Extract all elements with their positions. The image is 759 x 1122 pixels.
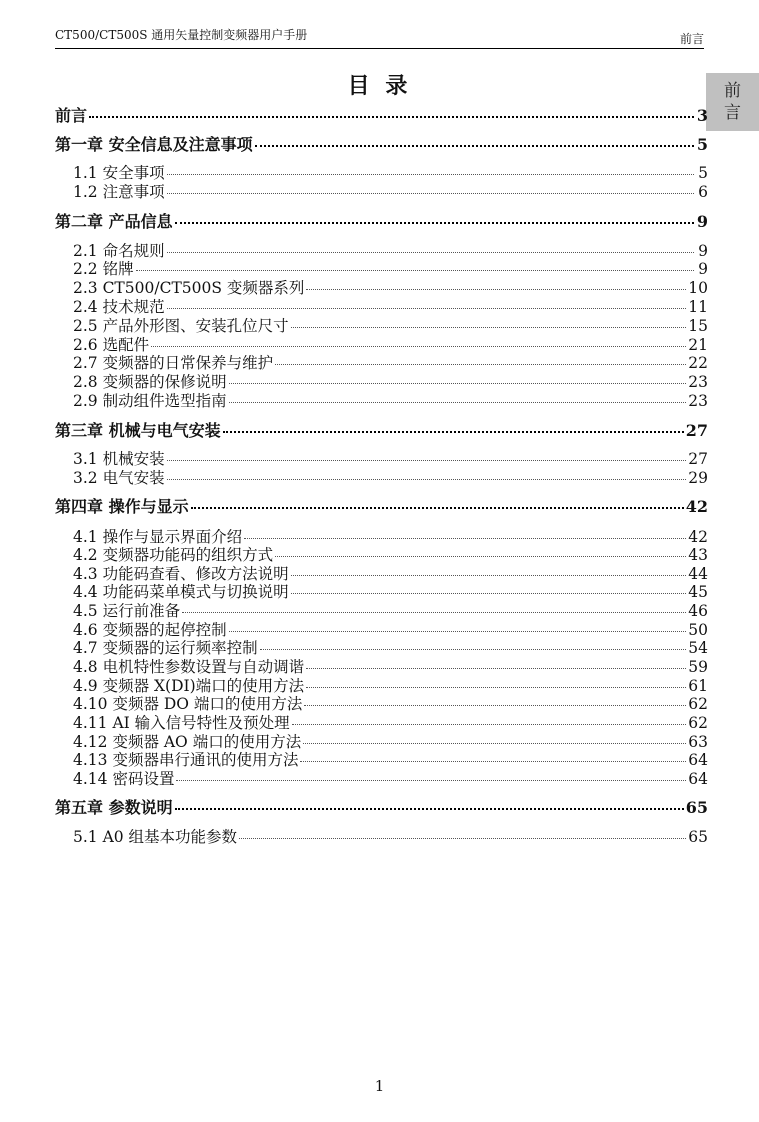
toc-entry-page: 46 — [688, 602, 708, 620]
toc-entry-page: 29 — [688, 469, 708, 487]
toc-entry-page: 21 — [688, 336, 708, 354]
toc-entry-page: 27 — [688, 450, 708, 468]
toc-title: 目 录 — [347, 73, 412, 99]
toc-section-entry[interactable] — [55, 638, 708, 658]
dot-leader — [244, 538, 686, 539]
toc-chapter-entry[interactable] — [55, 798, 708, 818]
toc-section-entry[interactable] — [55, 391, 708, 411]
toc-section-entry[interactable] — [55, 545, 708, 565]
toc-chapter-entry[interactable] — [55, 497, 708, 517]
toc-section-entry[interactable] — [55, 297, 708, 317]
toc-entry-page: 23 — [688, 373, 708, 391]
toc-entry-page: 9 — [698, 260, 708, 278]
dot-leader — [275, 556, 686, 557]
toc-entry-page: 5 — [698, 164, 708, 182]
toc-entry-page: 61 — [688, 677, 708, 695]
toc-entry-title: 4.4 功能码菜单模式与切换说明 — [73, 583, 289, 601]
toc-entry-page: 42 — [688, 528, 708, 546]
section-name: 前言 — [679, 32, 704, 46]
toc-entry-title: 4.13 变频器串行通讯的使用方法 — [73, 751, 299, 769]
toc-entry-title: 2.3 CT500/CT500S 变频器系列 — [73, 279, 305, 297]
toc-section-entry[interactable] — [55, 582, 708, 602]
toc-entry-page: 50 — [688, 621, 708, 639]
toc-entry-page: 6 — [698, 183, 708, 201]
toc-entry-page: 59 — [688, 658, 708, 676]
dot-leader — [167, 460, 687, 461]
dot-leader — [223, 431, 684, 433]
dot-leader — [191, 507, 684, 509]
toc-entry-title: 5.1 A0 组基本功能参数 — [73, 828, 238, 846]
toc-entry-page: 3 — [696, 106, 708, 125]
toc-entry-page: 15 — [688, 317, 708, 335]
dot-leader — [306, 289, 686, 290]
toc-entry-title: 4.5 运行前准备 — [73, 602, 181, 620]
toc-section-entry[interactable] — [55, 241, 708, 261]
toc-entry-page: 45 — [688, 583, 708, 601]
toc-entry-page: 44 — [688, 565, 708, 583]
dot-leader — [89, 116, 694, 118]
dot-leader — [175, 808, 684, 810]
toc-entry-title: 第五章 参数说明 — [55, 798, 173, 817]
toc-chapter-entry[interactable] — [55, 135, 708, 155]
dot-leader — [291, 575, 687, 576]
toc-entry-title: 4.2 变频器功能码的组织方式 — [73, 546, 274, 564]
toc-entry-page: 54 — [688, 639, 708, 657]
toc-entry-title: 2.2 铭牌 — [73, 260, 134, 278]
toc-section-entry[interactable] — [55, 353, 708, 373]
toc-section-entry[interactable] — [55, 769, 708, 789]
toc-entry-title: 2.6 选配件 — [73, 336, 150, 354]
toc-entry-title: 2.5 产品外形图、安装孔位尺寸 — [73, 317, 289, 335]
toc-entry-page: 64 — [688, 751, 708, 769]
toc-entry-title: 4.9 变频器 X(DI)端口的使用方法 — [73, 677, 305, 695]
toc-entry-title: 2.9 制动组件选型指南 — [73, 392, 227, 410]
toc-section-entry[interactable] — [55, 657, 708, 677]
toc-section-entry[interactable] — [55, 827, 708, 847]
toc-section-entry[interactable] — [55, 468, 708, 488]
dot-leader — [167, 193, 694, 194]
toc-entry-page: 65 — [685, 798, 708, 817]
toc-entry-title: 4.11 AI 输入信号特性及预处理 — [73, 714, 290, 732]
toc-section-entry[interactable] — [55, 713, 708, 733]
toc-section-entry[interactable] — [55, 564, 708, 584]
dot-leader — [275, 364, 686, 365]
dot-leader — [229, 631, 687, 632]
dot-leader — [306, 687, 686, 688]
toc-entry-title: 4.8 电机特性参数设置与自动调谐 — [73, 658, 305, 676]
toc-entry-page: 62 — [688, 714, 708, 732]
toc-entry-title: 2.7 变频器的日常保养与维护 — [73, 354, 274, 372]
toc-section-entry[interactable] — [55, 527, 708, 547]
toc-section-entry[interactable] — [55, 163, 708, 183]
dot-leader — [300, 761, 686, 762]
toc-entry-title: 2.4 技术规范 — [73, 298, 165, 316]
toc-entry-title: 4.10 变频器 DO 端口的使用方法 — [73, 695, 303, 713]
toc-entry-title: 4.1 操作与显示界面介绍 — [73, 528, 243, 546]
toc-entry-page: 65 — [688, 828, 708, 846]
toc-chapter-entry[interactable] — [55, 421, 708, 441]
dot-leader — [291, 327, 687, 328]
toc-section-entry[interactable] — [55, 620, 708, 640]
toc-section-entry[interactable] — [55, 732, 708, 752]
toc-section-entry[interactable] — [55, 601, 708, 621]
toc-section-entry[interactable] — [55, 449, 708, 469]
dot-leader — [255, 145, 694, 147]
dot-leader — [303, 743, 686, 744]
dot-leader — [260, 649, 687, 650]
toc-section-entry[interactable] — [55, 335, 708, 355]
toc-section-entry[interactable] — [55, 278, 708, 298]
toc-section-entry[interactable] — [55, 372, 708, 392]
toc-entry-title: 2.1 命名规则 — [73, 242, 165, 260]
toc-section-entry[interactable] — [55, 676, 708, 696]
toc-entry-title: 1.2 注意事项 — [73, 183, 165, 201]
dot-leader — [304, 705, 686, 706]
toc-entry-title: 第三章 机械与电气安装 — [55, 421, 221, 440]
toc-entry-title: 3.1 机械安装 — [73, 450, 165, 468]
dot-leader — [182, 612, 686, 613]
toc-entry-page: 5 — [696, 135, 708, 154]
dot-leader — [167, 252, 694, 253]
toc-entry-title: 第一章 安全信息及注意事项 — [55, 135, 253, 154]
toc-entry-page: 27 — [685, 421, 708, 440]
toc-entry-title: 4.12 变频器 AO 端口的使用方法 — [73, 733, 302, 751]
dot-leader — [292, 724, 687, 725]
toc-entry-page: 63 — [688, 733, 708, 751]
toc-chapter-entry[interactable] — [55, 106, 708, 126]
toc-entry-title: 4.7 变频器的运行频率控制 — [73, 639, 258, 657]
toc-entry-title: 4.3 功能码查看、修改方法说明 — [73, 565, 289, 583]
toc-entry-page: 9 — [696, 212, 708, 231]
toc-entry-page: 64 — [688, 770, 708, 788]
dot-leader — [291, 593, 687, 594]
toc-chapter-entry[interactable] — [55, 212, 708, 232]
toc-entry-page: 23 — [688, 392, 708, 410]
dot-leader — [175, 222, 694, 224]
toc-section-entry[interactable] — [55, 750, 708, 770]
toc-entry-title: 4.14 密码设置 — [73, 770, 175, 788]
toc-entry-title: 1.1 安全事项 — [73, 164, 165, 182]
toc-section-entry[interactable] — [55, 182, 708, 202]
dot-leader — [167, 308, 687, 309]
toc-entry-page: 22 — [688, 354, 708, 372]
toc-entry-page: 62 — [688, 695, 708, 713]
page-number: 1 — [374, 1077, 385, 1095]
dot-leader — [306, 668, 686, 669]
dot-leader — [136, 270, 694, 271]
toc-entry-page: 43 — [688, 546, 708, 564]
toc-section-entry[interactable] — [55, 259, 708, 279]
toc-entry-title: 前言 — [55, 106, 88, 125]
toc-entry-title: 4.6 变频器的起停控制 — [73, 621, 227, 639]
page-header — [55, 24, 704, 49]
side-tab-char: 言 — [724, 103, 741, 123]
toc-section-entry[interactable] — [55, 694, 708, 714]
toc-entry-page: 11 — [688, 298, 708, 316]
dot-leader — [176, 780, 686, 781]
side-tab-char: 前 — [724, 81, 741, 101]
toc-entry-title: 2.8 变频器的保修说明 — [73, 373, 227, 391]
toc-entry-page: 42 — [685, 497, 708, 516]
dot-leader — [167, 479, 687, 480]
dot-leader — [167, 174, 694, 175]
dot-leader — [229, 383, 687, 384]
dot-leader — [229, 402, 687, 403]
toc-entry-page: 10 — [688, 279, 708, 297]
toc-entry-title: 第二章 产品信息 — [55, 212, 173, 231]
manual-title: CT500/CT500S 通用矢量控制变频器用户手册 — [55, 28, 308, 42]
toc-entry-title: 3.2 电气安装 — [73, 469, 165, 487]
toc-section-entry[interactable] — [55, 316, 708, 336]
toc-entry-page: 9 — [698, 242, 708, 260]
toc-entry-title: 第四章 操作与显示 — [55, 497, 189, 516]
dot-leader — [151, 346, 686, 347]
dot-leader — [239, 838, 686, 839]
